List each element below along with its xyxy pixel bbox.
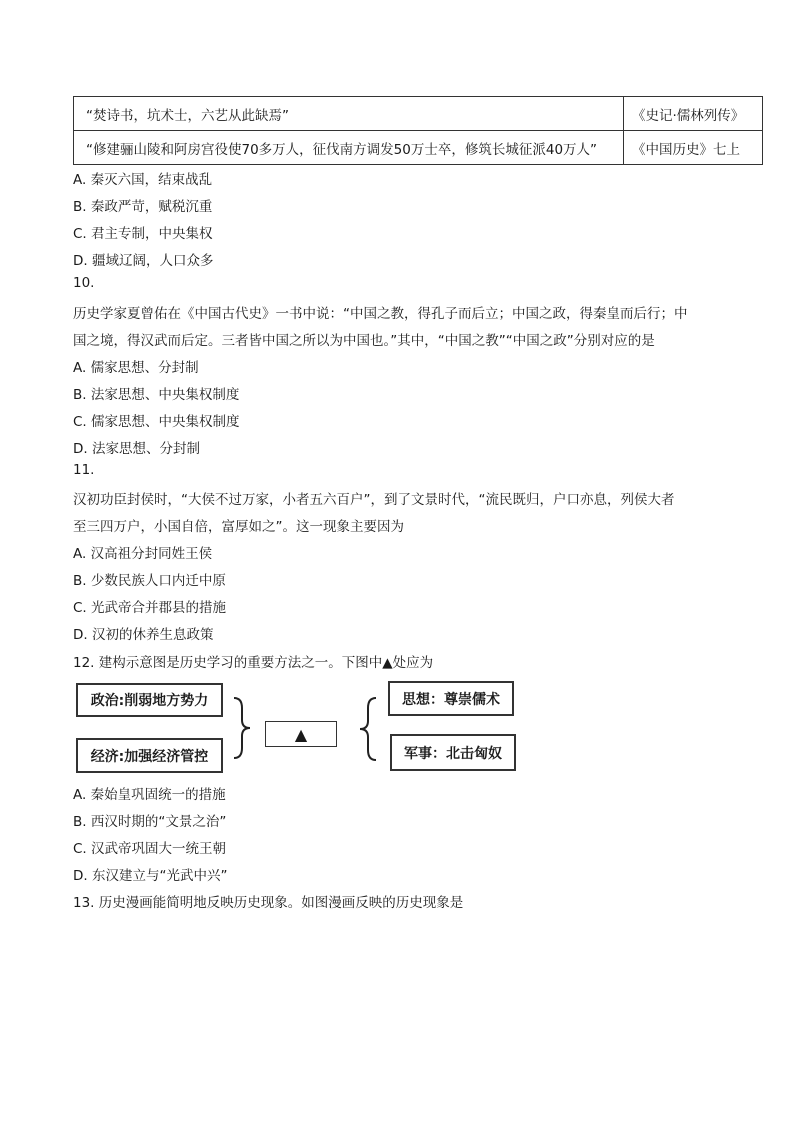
q9-option-a: A. 秦灭六国，结束战乱 — [73, 172, 213, 188]
right-brace-icon — [230, 696, 254, 760]
diagram-box-military: 军事：北击匈奴 — [390, 734, 516, 771]
q11-number: 11. — [73, 462, 95, 478]
table-row — [74, 97, 763, 131]
left-brace-icon — [356, 696, 380, 762]
q11-option-c: C. 光武帝合并郡县的措施 — [73, 600, 227, 616]
diagram-box-thought: 思想：尊崇儒术 — [388, 681, 514, 716]
source-table — [73, 96, 763, 165]
q11-option-d: D. 汉初的休养生息政策 — [73, 627, 214, 643]
q11-stem-line: 至三四万户，小国自倍，富厚如之”。这一现象主要因为 — [73, 519, 404, 535]
triangle-icon: ▲ — [294, 724, 308, 744]
diagram-box-politics: 政治:削弱地方势力 — [76, 683, 223, 717]
source-cell: 《中国历史》七上 — [624, 131, 763, 165]
q10-stem-line: 国之境，得汉武而后定。三者皆中国之所以为中国也。”其中，“中国之教”“中国之政”分别对应的是 — [73, 333, 655, 349]
q11-option-b: B. 少数民族人口内迁中原 — [73, 573, 226, 589]
quote-cell: “修建骊山陵和阿房宫役使70多万人，征伐南方调发50万士卒，修筑长城征派40万人” — [74, 131, 624, 165]
source-cell: 《史记·儒林列传》 — [624, 97, 763, 131]
q10-option-a: A. 儒家思想、分封制 — [73, 360, 199, 376]
q10-option-c: C. 儒家思想、中央集权制度 — [73, 414, 240, 430]
quote-cell: “焚诗书，坑术士，六艺从此缺焉” — [74, 97, 624, 131]
q12-option-c: C. 汉武帝巩固大一统王朝 — [73, 841, 227, 857]
q10-option-b: B. 法家思想、中央集权制度 — [73, 387, 240, 403]
q11-option-a: A. 汉高祖分封同姓王侯 — [73, 546, 213, 562]
q11-stem-line: 汉初功臣封侯时，“大侯不过万家，小者五六百户”，到了文景时代，“流民既归，户口亦息，列侯大者 — [73, 492, 675, 508]
q12-stem: 12. 建构示意图是历史学习的重要方法之一。下图中▲处应为 — [73, 655, 434, 671]
q12-option-a: A. 秦始皇巩固统一的措施 — [73, 787, 226, 803]
q9-option-d: D. 疆域辽阔，人口众多 — [73, 253, 214, 269]
q12-option-b: B. 西汉时期的“文景之治” — [73, 814, 227, 830]
q13-stem: 13. 历史漫画能简明地反映历史现象。如图漫画反映的历史现象是 — [73, 895, 464, 911]
diagram-answer-box — [265, 721, 337, 747]
q9-option-c: C. 君主专制，中央集权 — [73, 226, 213, 242]
q10-option-d: D. 法家思想、分封制 — [73, 441, 200, 457]
diagram-box-economy: 经济:加强经济管控 — [76, 738, 223, 773]
q10-stem-line: 历史学家夏曾佑在《中国古代史》一书中说：“中国之教，得孔子而后立；中国之政，得秦皇而后行；中 — [73, 306, 688, 322]
q12-option-d: D. 东汉建立与“光武中兴” — [73, 868, 228, 884]
q10-number: 10. — [73, 275, 95, 291]
table-row — [74, 131, 763, 165]
q9-option-b: B. 秦政严苛，赋税沉重 — [73, 199, 213, 215]
